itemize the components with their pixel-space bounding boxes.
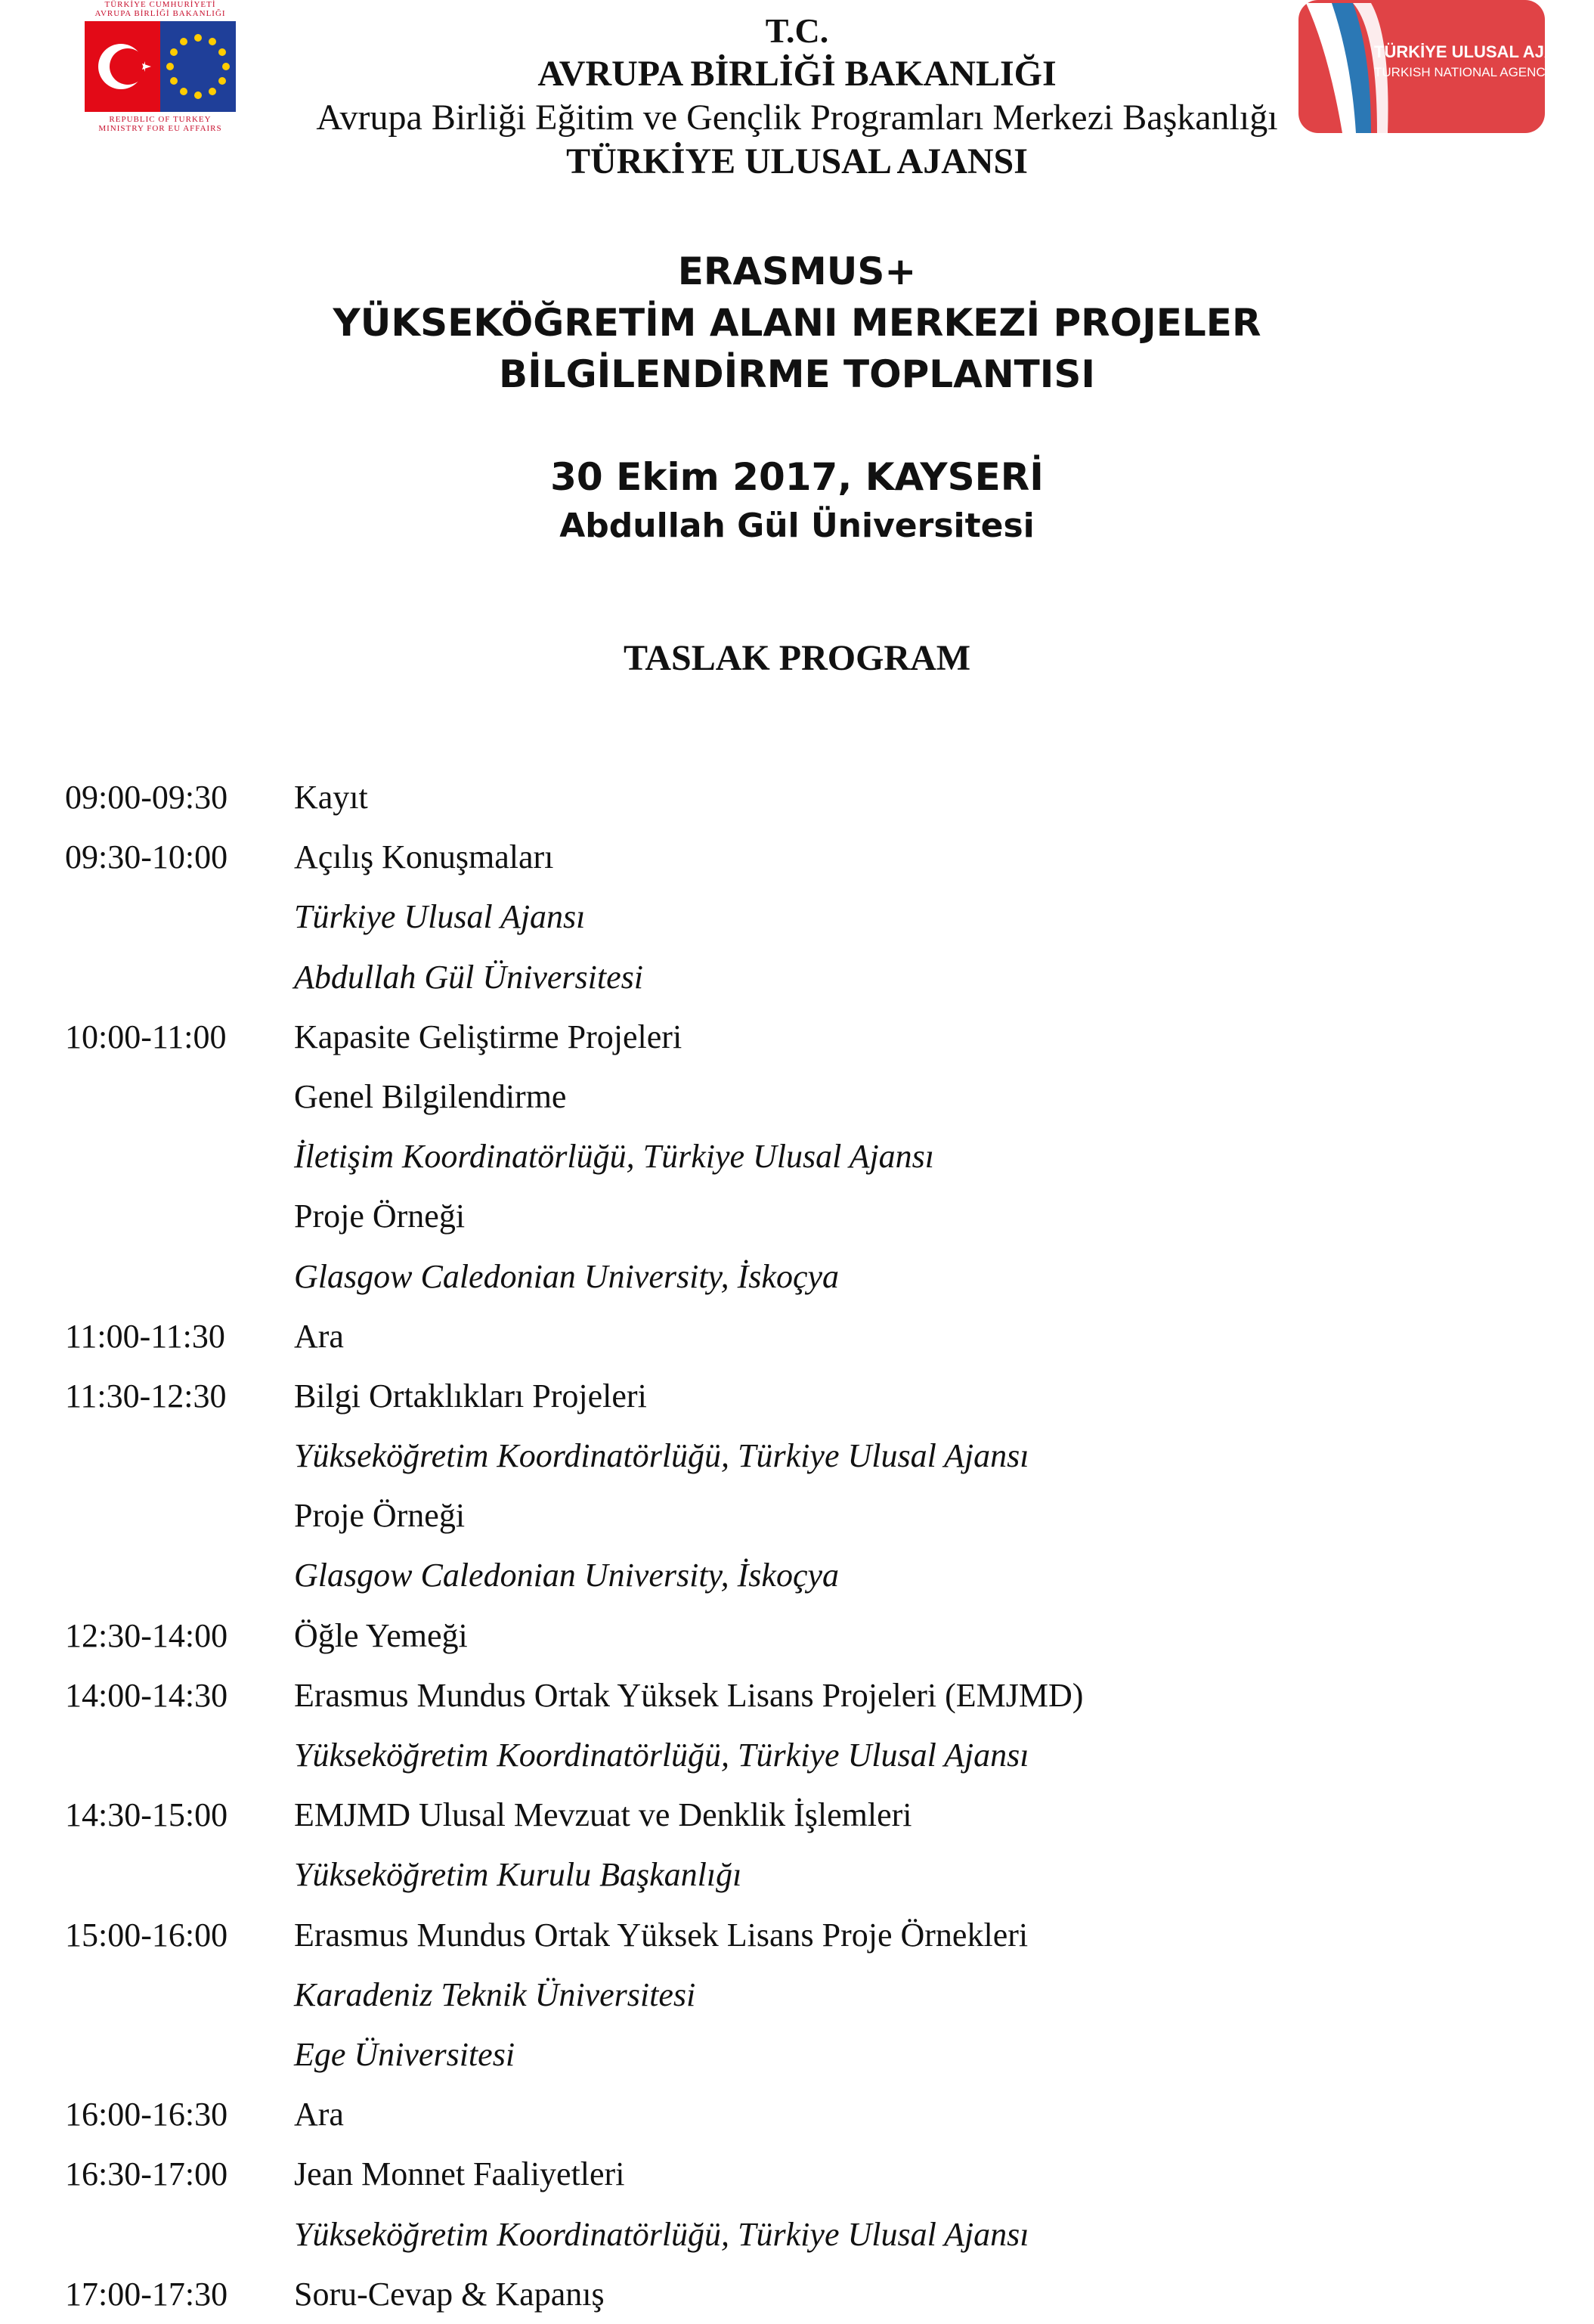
schedule-row <box>0 1426 1594 1486</box>
schedule-row <box>0 1306 1594 1366</box>
national-agency-name-en: TURKISH NATIONAL AGENCY <box>1374 65 1555 79</box>
ministry-logo-bottom-text-1: REPUBLIC OF TURKEY <box>109 115 212 124</box>
schedule-row <box>0 1845 1594 1904</box>
schedule-row <box>0 1965 1594 2025</box>
schedule-row <box>0 947 1594 1007</box>
schedule-speaker: Yükseköğretim Koordinatörlüğü, Türkiye Ulusal Ajansı <box>294 2215 1029 2253</box>
schedule-speaker: Glasgow Caledonian University, İskoçya <box>294 1557 840 1594</box>
event-date-place: 30 Ekim 2017, KAYSERİ <box>550 455 1044 499</box>
schedule-time: 09:30-10:00 <box>65 838 228 876</box>
schedule-row <box>0 1007 1594 1067</box>
schedule-row <box>0 1247 1594 1306</box>
schedule-time: 15:00-16:00 <box>65 1916 228 1954</box>
schedule-row <box>0 2144 1594 2204</box>
event-venue: Abdullah Gül Üniversitesi <box>559 507 1035 545</box>
schedule-session: Ara <box>294 2096 344 2133</box>
schedule-speaker: Abdullah Gül Üniversitesi <box>294 958 643 996</box>
title-line-2: YÜKSEKÖĞRETİM ALANI MERKEZİ PROJELER <box>333 301 1261 345</box>
schedule-table <box>0 767 1594 2324</box>
schedule-row <box>0 1785 1594 1845</box>
schedule-time: 14:00-14:30 <box>65 1676 228 1714</box>
schedule-speaker: Yükseköğretim Koordinatörlüğü, Türkiye Ulusal Ajansı <box>294 1737 1029 1774</box>
schedule-row <box>0 767 1594 827</box>
schedule-time: 17:00-17:30 <box>65 2275 228 2313</box>
program-title: TASLAK PROGRAM <box>623 638 971 678</box>
schedule-session: Açılış Konuşmaları <box>294 838 554 876</box>
schedule-row <box>0 2205 1594 2264</box>
schedule-session: Proje Örneği <box>294 1198 466 1235</box>
schedule-row <box>0 1666 1594 1725</box>
schedule-speaker: Yükseköğretim Kurulu Başkanlığı <box>294 1856 742 1894</box>
schedule-speaker: Karadeniz Teknik Üniversitesi <box>294 1975 696 2013</box>
header-ministry: AVRUPA BİRLİĞİ BAKANLIĞI <box>537 54 1057 94</box>
schedule-time: 16:30-17:00 <box>65 2155 228 2193</box>
schedule-speaker: Ege Üniversitesi <box>294 2035 515 2073</box>
schedule-time: 12:30-14:00 <box>65 1616 228 1654</box>
schedule-row <box>0 2084 1594 2144</box>
schedule-time: 14:30-15:00 <box>65 1796 228 1834</box>
schedule-session: Erasmus Mundus Ortak Yüksek Lisans Proje Örnekleri <box>294 1916 1029 1954</box>
schedule-session: Kapasite Geliştirme Projeleri <box>294 1018 682 1055</box>
schedule-session: Jean Monnet Faaliyetleri <box>294 2155 625 2193</box>
header-tc: T.C. <box>765 11 829 50</box>
header-agency: TÜRKİYE ULUSAL AJANSI <box>566 141 1028 181</box>
ministry-logo-top-text-1: TÜRKİYE CUMHURİYETİ <box>104 0 216 9</box>
schedule-session: Bilgi Ortaklıkları Projeleri <box>294 1377 647 1415</box>
schedule-row <box>0 1126 1594 1186</box>
schedule-speaker: Türkiye Ulusal Ajansı <box>294 898 586 936</box>
schedule-speaker: İletişim Koordinatörlüğü, Türkiye Ulusal Ajansı <box>294 1138 935 1176</box>
schedule-row <box>0 1725 1594 1785</box>
schedule-speaker: Glasgow Caledonian University, İskoçya <box>294 1257 840 1295</box>
schedule-session: Ara <box>294 1317 344 1355</box>
schedule-row <box>0 827 1594 887</box>
schedule-session: Kayıt <box>294 779 368 816</box>
schedule-session: Öğle Yemeği <box>294 1616 468 1654</box>
schedule-row <box>0 1186 1594 1246</box>
schedule-row <box>0 1486 1594 1545</box>
schedule-session: EMJMD Ulusal Mevzuat ve Denklik İşlemleri <box>294 1796 912 1834</box>
schedule-time: 16:00-16:30 <box>65 2096 228 2133</box>
schedule-row <box>0 887 1594 947</box>
schedule-session: Genel Bilgilendirme <box>294 1077 567 1115</box>
schedule-row <box>0 1067 1594 1126</box>
ministry-logo-top-text-2: AVRUPA BİRLİĞİ BAKANLIĞI <box>94 9 226 18</box>
schedule-speaker: Yükseköğretim Koordinatörlüğü, Türkiye Ulusal Ajansı <box>294 1437 1029 1475</box>
schedule-session: Proje Örneği <box>294 1497 466 1535</box>
schedule-session: Soru-Cevap & Kapanış <box>294 2275 605 2313</box>
header-center: Avrupa Birliği Eğitim ve Gençlik Programları Merkezi Başkanlığı <box>316 98 1278 138</box>
national-agency-name: TÜRKİYE ULUSAL AJANSI <box>1374 42 1584 61</box>
schedule-row <box>0 1905 1594 1965</box>
schedule-row <box>0 1606 1594 1666</box>
schedule-time: 10:00-11:00 <box>65 1018 227 1055</box>
title-erasmus: ERASMUS+ <box>677 249 917 293</box>
schedule-row <box>0 2025 1594 2084</box>
schedule-row <box>0 2264 1594 2324</box>
schedule-session: Erasmus Mundus Ortak Yüksek Lisans Projeleri (EMJMD) <box>294 1676 1084 1714</box>
schedule-row <box>0 1366 1594 1426</box>
title-line-3: BİLGİLENDİRME TOPLANTISI <box>499 352 1095 396</box>
schedule-time: 09:00-09:30 <box>65 779 228 816</box>
schedule-row <box>0 1545 1594 1605</box>
schedule-time: 11:30-12:30 <box>65 1377 227 1415</box>
schedule-time: 11:00-11:30 <box>65 1317 225 1355</box>
ministry-logo-bottom-text-2: MINISTRY FOR EU AFFAIRS <box>98 124 222 133</box>
